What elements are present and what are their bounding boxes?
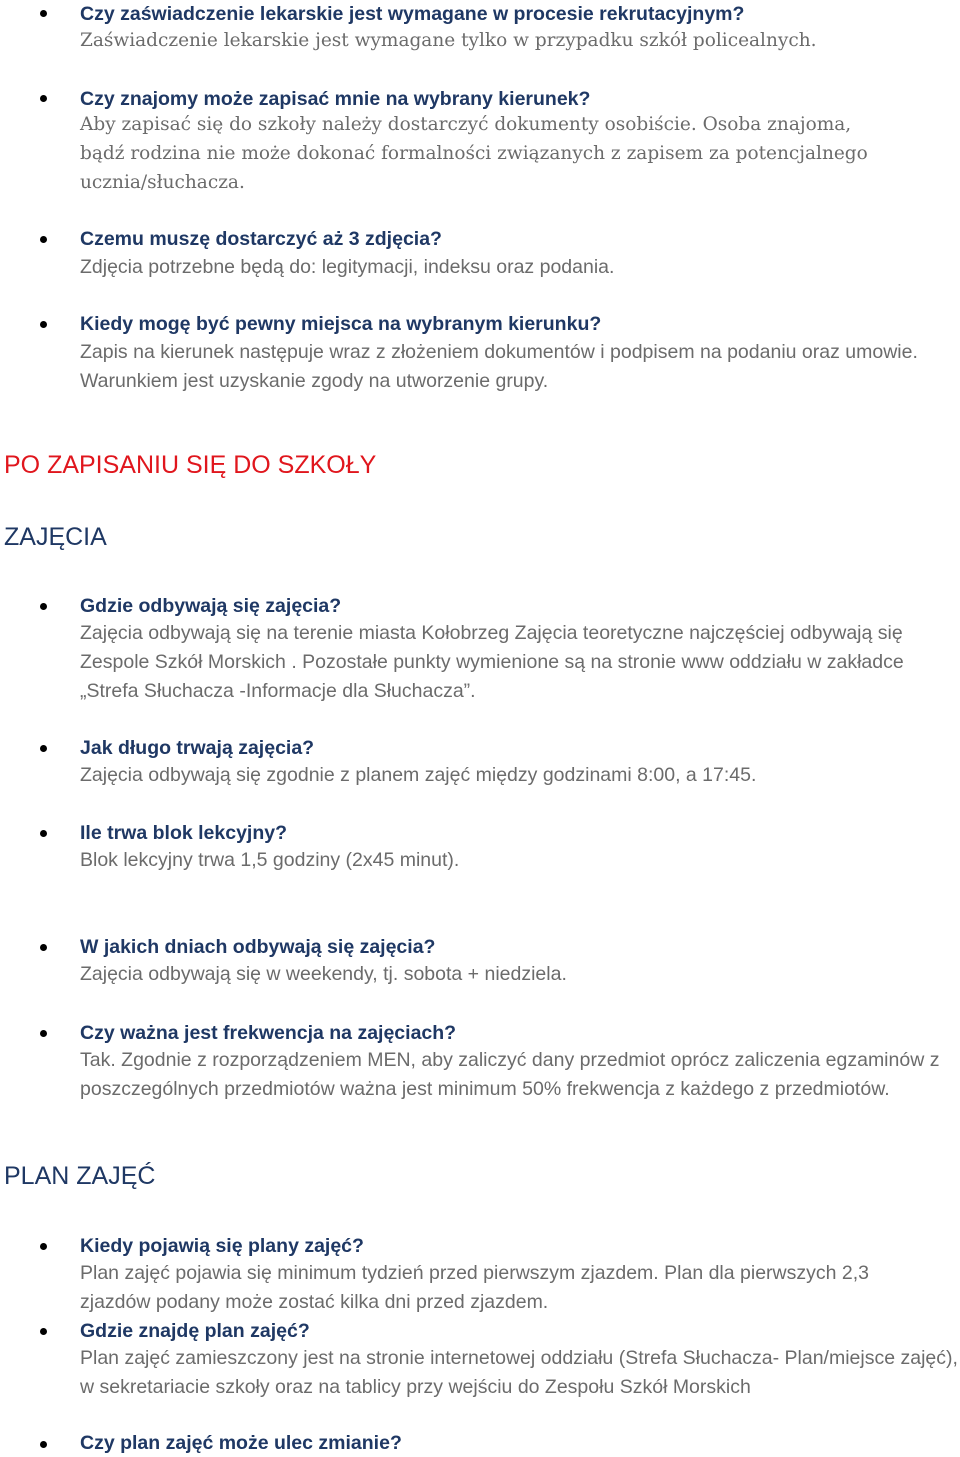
bullet-icon (40, 10, 47, 17)
bullet-icon (40, 236, 47, 243)
section-heading: ZAJĘCIA (4, 523, 107, 551)
faq-answer: Blok lekcyjny trwa 1,5 godziny (2x45 minut). (80, 849, 460, 871)
faq-question: W jakich dniach odbywają się zajęcia? (80, 936, 436, 958)
bullet-icon (40, 1328, 47, 1335)
faq-answer: Zapis na kierunek następuje wraz z złożeniem dokumentów i podpisem na podaniu oraz umowie. Warunkiem jest uzyskanie zgody na utworzenie grupy. (80, 341, 918, 392)
faq-question: Czy zaświadczenie lekarskie jest wymagane w procesie rekrutacyjnym? (80, 3, 745, 25)
faq-question: Kiedy mogę być pewny miejsca na wybranym kierunku? (80, 313, 602, 335)
faq-question: Czy znajomy może zapisać mnie na wybrany kierunek? (80, 88, 591, 110)
bullet-icon (40, 1030, 47, 1037)
faq-answer: Tak. Zgodnie z rozporządzeniem MEN, aby zaliczyć dany przedmiot oprócz zaliczenia egzaminów z poszczególnych przedmiotów ważna jest minimum 50% frekwencja z każdego z przedmiotów. (80, 1049, 940, 1100)
faq-question: Czemu muszę dostarczyć aż 3 zdjęcia? (80, 228, 442, 250)
faq-question: Gdzie odbywają się zajęcia? (80, 595, 342, 617)
faq-question: Czy plan zajęć może ulec zmianie? (80, 1432, 402, 1454)
bullet-icon (40, 603, 47, 610)
faq-question: Jak długo trwają zajęcia? (80, 737, 315, 759)
bullet-icon (40, 830, 47, 837)
bullet-icon (40, 95, 47, 102)
bullet-icon (40, 944, 47, 951)
faq-answer: Zdjęcia potrzebne będą do: legitymacji, indeksu oraz podania. (80, 256, 615, 278)
faq-question: Gdzie znajdę plan zajęć? (80, 1320, 310, 1342)
faq-answer: Zaświadczenie lekarskie jest wymagane tylko w przypadku szkół policealnych. (80, 30, 817, 51)
bullet-icon (40, 745, 47, 752)
faq-question: Czy ważna jest frekwencja na zajęciach? (80, 1022, 457, 1044)
bullet-icon (40, 321, 47, 328)
section-heading: PLAN ZAJĘĆ (4, 1162, 156, 1190)
section-heading: PO ZAPISANIU SIĘ DO SZKOŁY (4, 451, 377, 479)
bullet-icon (40, 1243, 47, 1250)
faq-question: Kiedy pojawią się plany zajęć? (80, 1235, 364, 1257)
faq-question: Ile trwa blok lekcyjny? (80, 822, 287, 844)
bullet-icon (40, 1441, 47, 1448)
faq-answer: Aby zapisać się do szkoły należy dostarczyć dokumenty osobiście. Osoba znajoma, bądź rodzina nie może dokonać formalności związanych z zapisem za potencjalnego ucznia/słuchacza. (80, 114, 868, 193)
faq-answer: Plan zajęć zamieszczony jest na stronie internetowej oddziału (Strefa Słuchacza- Plan/miejsce zajęć), w sekretariacie szkoły oraz na tablicy przy wejściu do Zespołu Szkół Morskich (80, 1347, 958, 1398)
faq-answer: Zajęcia odbywają się na terenie miasta Kołobrzeg Zajęcia teoretyczne najczęściej odbywają się Zespole Szkół Morskich . Pozostałe punkty wymienione są na stronie www oddziału w zakładce „Strefa Słuchacza -Informacje dla Słuchacza”. (80, 622, 904, 702)
faq-answer: Plan zajęć pojawia się minimum tydzień przed pierwszym zjazdem. Plan dla pierwszych 2,3 zjazdów podany może zostać kilka dni przed zjazdem. (80, 1262, 869, 1313)
faq-answer: Zajęcia odbywają się w weekendy, tj. sobota + niedziela. (80, 963, 567, 985)
faq-answer: Zajęcia odbywają się zgodnie z planem zajęć między godzinami 8:00, a 17:45. (80, 764, 757, 786)
